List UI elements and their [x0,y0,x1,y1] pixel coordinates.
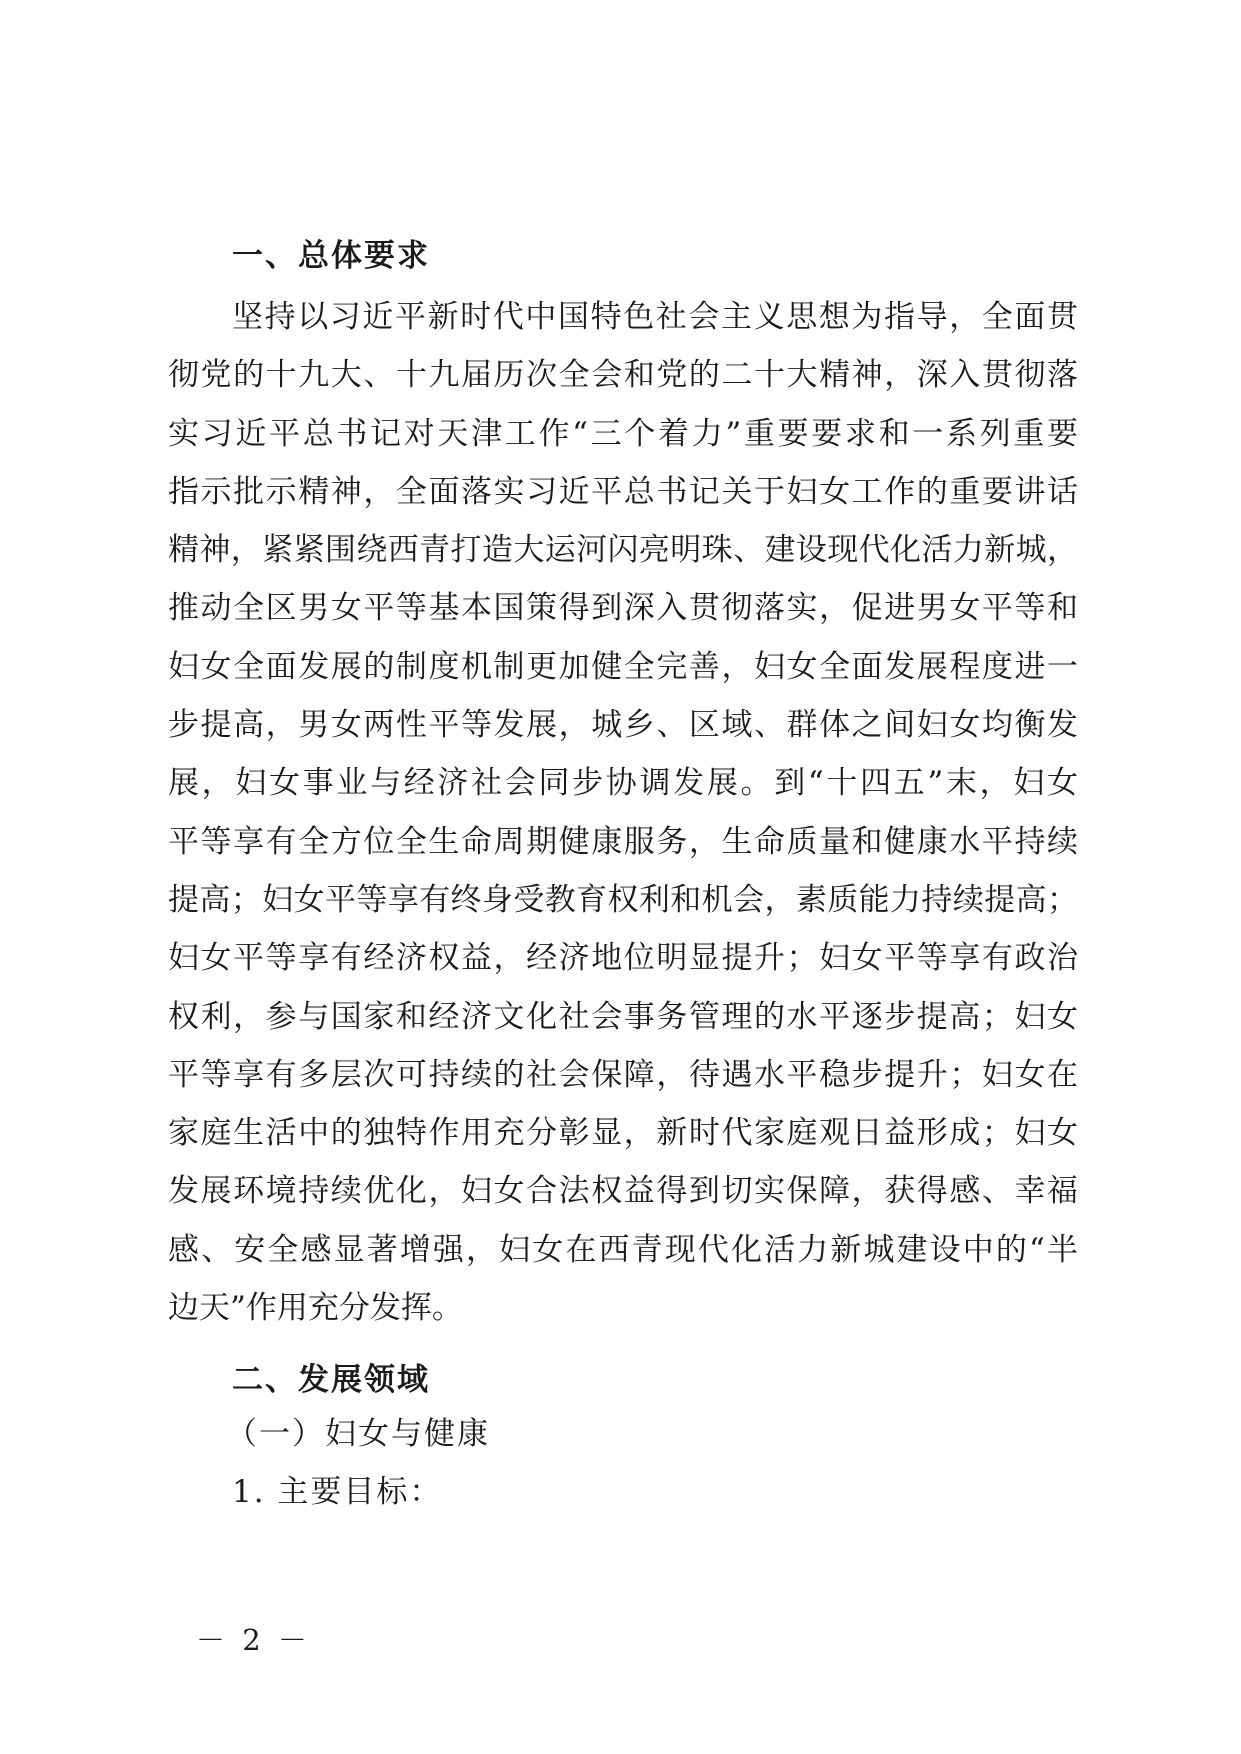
paragraph-line: 权利，参与国家和经济文化社会事务管理的水平逐步提高；妇女 [168,998,1078,1035]
paragraph-line: 坚持以习近平新时代中国特色社会主义思想为指导，全面贯 [232,299,1078,335]
paragraph-line: 展，妇女事业与经济社会同步协调发展。到“十四五”末，妇女 [168,765,1078,802]
section-heading-overall-requirements: 一、总体要求 [232,238,430,274]
paragraph-line: 推动全区男女平等基本国策得到深入贯彻落实，促进男女平等和 [168,590,1078,627]
overall-requirements-paragraph [168,288,1078,1337]
paragraph-line: 指示批示精神，全面落实习近平总书记关于妇女工作的重要讲话 [168,473,1078,510]
paragraph-line: 精神，紧紧围绕西青打造大运河闪亮明珠、建设现代化活力新城， [168,532,1078,569]
subsection-heading-women-and-health: （一）妇女与健康 [226,1416,490,1452]
paragraph-line: 感、安全感显著增强，妇女在西青现代化活力新城建设中的“半 [168,1231,1078,1268]
paragraph-line: 实习近平总书记对天津工作“三个着力”重要要求和一系列重要 [168,415,1078,452]
paragraph-line: 步提高，男女两性平等发展，城乡、区域、群体之间妇女均衡发 [168,707,1078,744]
paragraph-line: 妇女平等享有经济权益，经济地位明显提升；妇女平等享有政治 [168,940,1078,977]
paragraph-line: 平等享有多层次可持续的社会保障，待遇水平稳步提升；妇女在 [168,1056,1078,1093]
paragraph-line: 边天”作用充分发挥。 [168,1290,463,1327]
paragraph-line: 发展环境持续优化，妇女合法权益得到切实保障，获得感、幸福 [168,1173,1078,1210]
paragraph-line: 提高；妇女平等享有终身受教育权利和机会，素质能力持续提高； [168,881,1078,918]
page-number: － 2 － [196,1623,311,1657]
item-heading-main-goals: 1. 主要目标： [232,1474,443,1510]
paragraph-line: 平等享有全方位全生命周期健康服务，生命质量和健康水平持续 [168,823,1078,860]
paragraph-line: 彻党的十九大、十九届历次全会和党的二十大精神，深入贯彻落 [168,357,1078,394]
paragraph-line: 妇女全面发展的制度机制更加健全完善，妇女全面发展程度进一 [168,648,1078,685]
section-heading-development-areas: 二、发展领域 [232,1362,430,1398]
paragraph-line: 家庭生活中的独特作用充分彰显，新时代家庭观日益形成；妇女 [168,1115,1078,1152]
